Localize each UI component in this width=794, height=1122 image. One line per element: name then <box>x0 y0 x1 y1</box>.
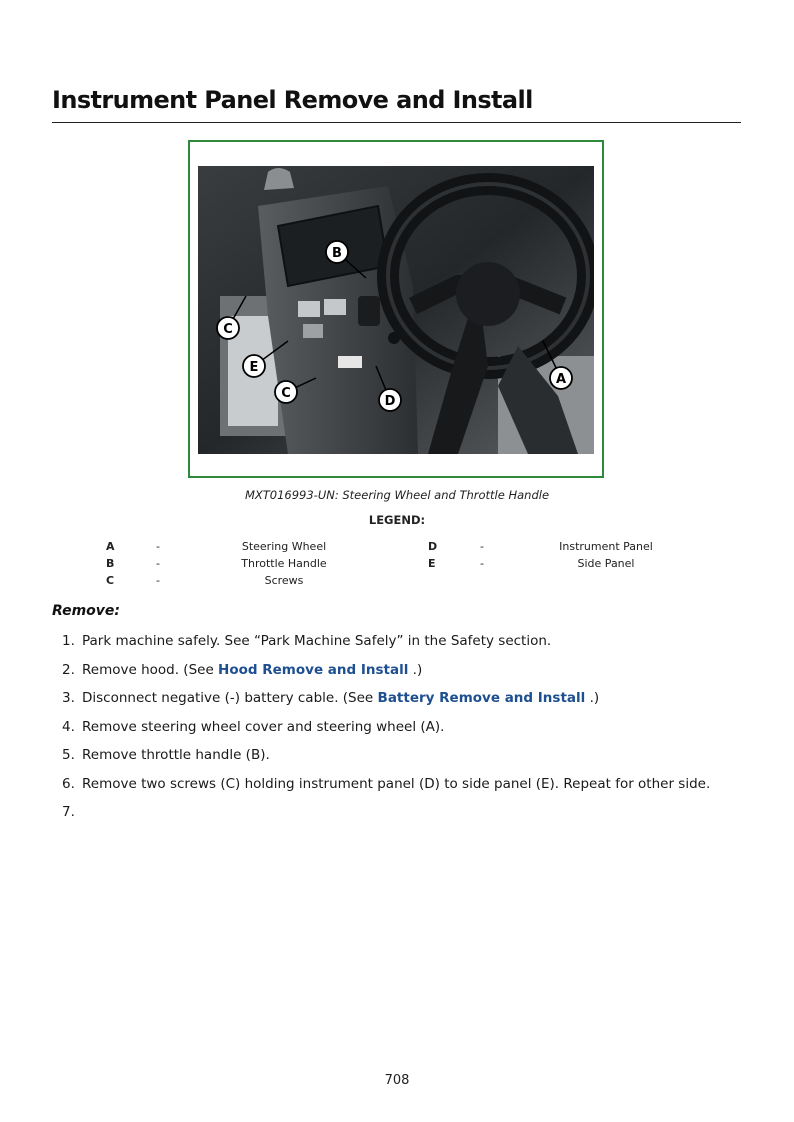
callout-label: D <box>384 394 396 409</box>
page-number: 708 <box>384 1073 410 1088</box>
step-number: 6. <box>62 775 75 792</box>
step-text-suffix: .) <box>408 661 423 678</box>
battery-remove-install-link[interactable]: Battery Remove and Install <box>377 690 586 706</box>
callout-label: C <box>223 322 233 337</box>
legend-value: Screws <box>264 574 304 587</box>
legend-title: LEGEND: <box>368 513 426 527</box>
step-item <box>62 718 710 747</box>
step-number: 2. <box>62 661 75 678</box>
legend-separator: - <box>156 574 160 587</box>
step-item <box>62 661 710 690</box>
step-text: Remove steering wheel cover and steering wheel (A). <box>82 718 445 735</box>
step-item <box>62 803 710 832</box>
step-number: 1. <box>62 633 75 649</box>
title-divider <box>52 122 741 123</box>
step-number: 5. <box>62 747 75 763</box>
step-text: Remove two screws (C) holding instrument panel (D) to side panel (E). Repeat for other side. <box>82 775 711 792</box>
legend-key: A <box>106 540 115 553</box>
hood-remove-install-link[interactable]: Hood Remove and Install <box>218 661 409 678</box>
legend-key: C <box>106 574 115 587</box>
legend-key: D <box>428 540 438 553</box>
legend-separator: - <box>480 557 484 570</box>
step-text: Disconnect negative (-) battery cable. (See <box>82 690 378 706</box>
step-number: 4. <box>62 718 75 735</box>
step-number: 3. <box>62 690 75 706</box>
legend-separator: - <box>156 540 160 553</box>
callout-label: E <box>249 360 259 375</box>
callout-label: B <box>332 246 342 261</box>
figure-caption: MXT016993-UN: Steering Wheel and Throttle Handle <box>244 488 550 502</box>
page-title: Instrument Panel Remove and Install <box>52 86 533 114</box>
legend-value: Side Panel <box>577 557 635 570</box>
callout-label: A <box>555 372 567 387</box>
legend-key: B <box>106 557 115 570</box>
step-item <box>62 689 710 718</box>
remove-heading: Remove: <box>52 603 121 619</box>
legend-value: Steering Wheel <box>241 540 327 553</box>
figure-frame <box>188 140 604 478</box>
step-text: Remove hood. (See <box>82 661 219 678</box>
step-item <box>62 775 710 804</box>
legend-value: Instrument Panel <box>559 540 653 553</box>
step-number: 7. <box>62 804 75 820</box>
steering-wheel-photo <box>198 166 594 454</box>
step-item <box>62 746 710 775</box>
legend-separator: - <box>156 557 160 570</box>
step-text-suffix: .) <box>585 690 600 706</box>
step-item <box>62 632 710 661</box>
step-text: Park machine safely. See “Park Machine Safely” in the Safety section. <box>82 633 552 649</box>
legend-separator: - <box>480 540 484 553</box>
legend-key: E <box>428 557 436 570</box>
procedure-steps <box>62 632 710 832</box>
callout-label: C <box>281 386 291 401</box>
step-text: Remove throttle handle (B). <box>82 747 270 763</box>
legend-value: Throttle Handle <box>241 557 327 570</box>
